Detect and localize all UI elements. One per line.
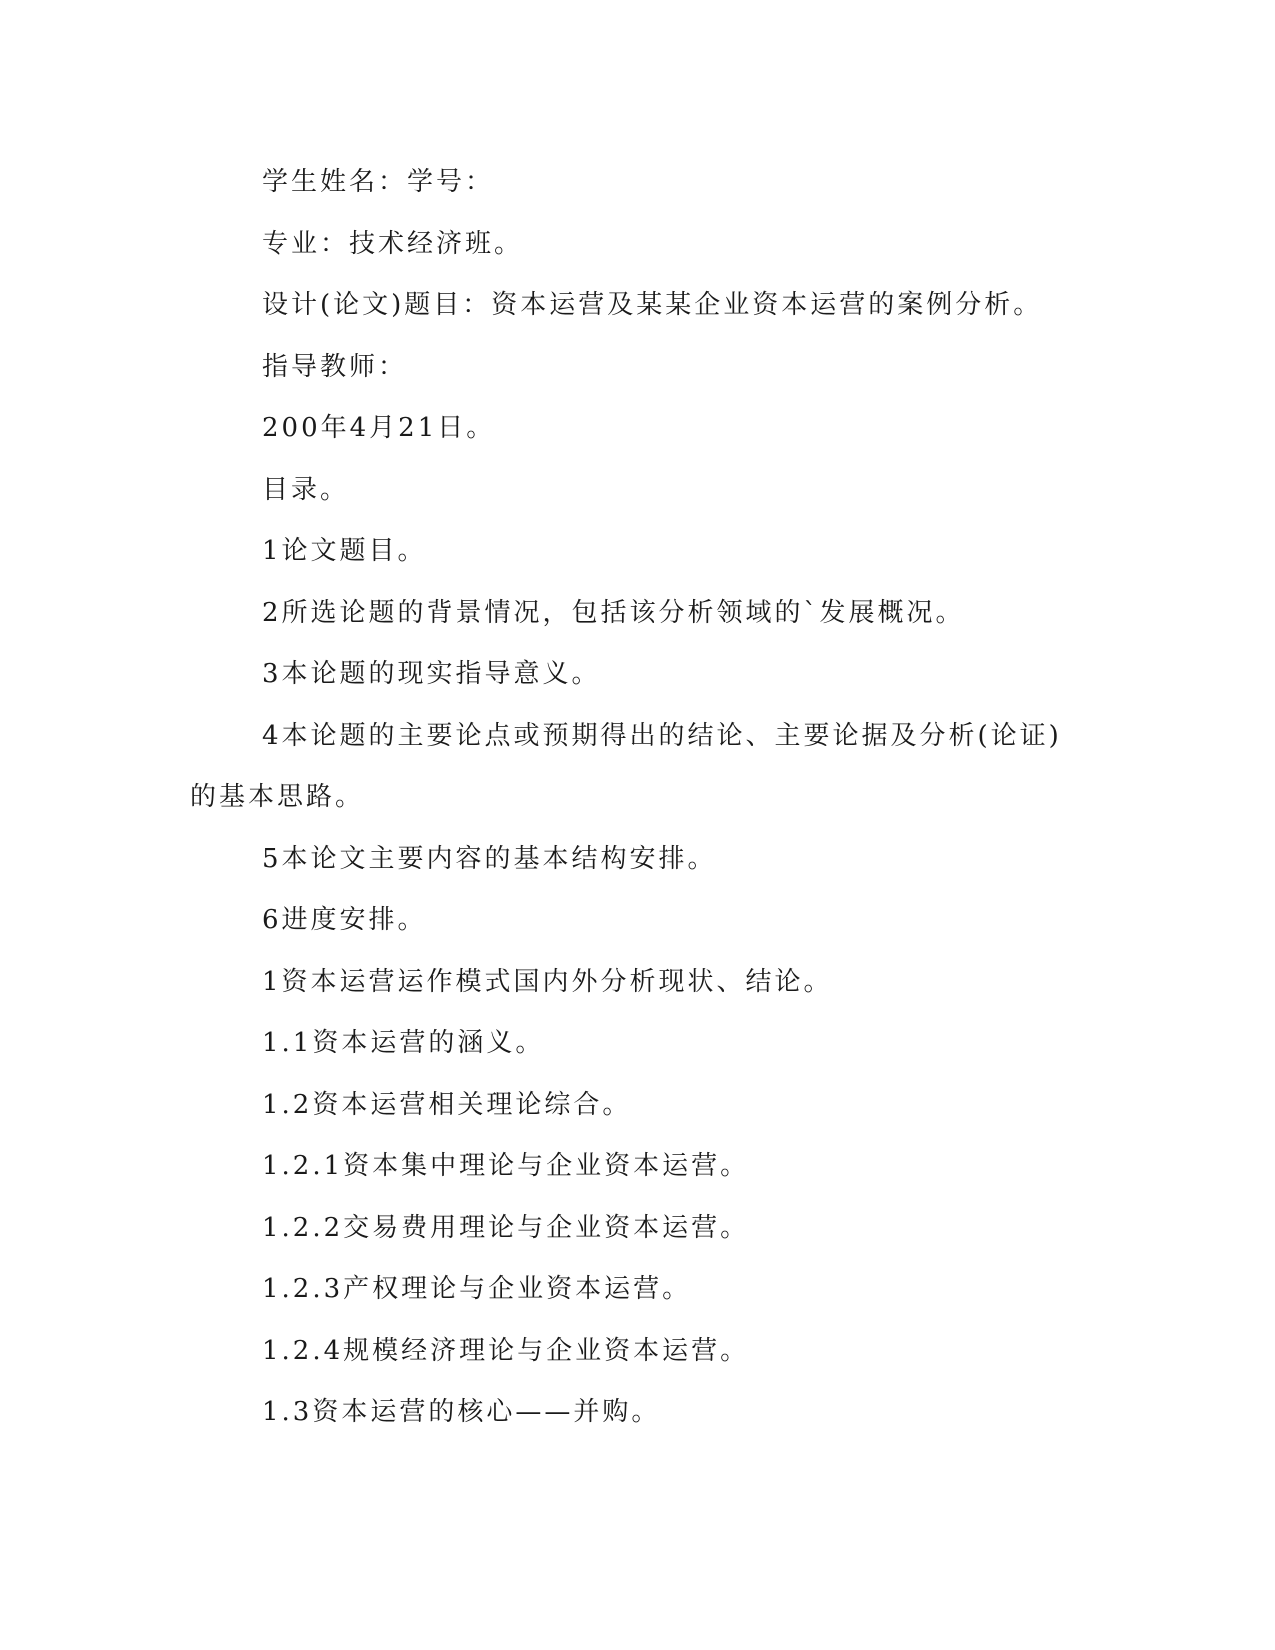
outline-item: 1.1资本运营的涵义。 <box>262 1028 545 1058</box>
document-body <box>190 162 1070 1454</box>
outline-item: 1.2资本运营相关理论综合。 <box>262 1089 632 1120</box>
toc-item-continuation: 的基本思路。 <box>190 782 365 812</box>
thesis-title-line: 设计(论文)题目：资本运营及某某企业资本运营的案例分析。 <box>262 290 1043 320</box>
advisor-line: 指导教师： <box>262 351 408 382</box>
outline-item: 1.3资本运营的核心——并购。 <box>262 1397 661 1427</box>
date-line: 200年4月21日。 <box>262 413 496 443</box>
toc-item: 2所选论题的背景情况，包括该分析领域的`发展概况。 <box>262 597 965 628</box>
major-line: 专业：技术经济班。 <box>262 228 524 259</box>
outline-item: 1.2.2交易费用理论与企业资本运营。 <box>262 1212 750 1243</box>
toc-item: 4本论题的主要论点或预期得出的结论、主要论据及分析(论证) <box>262 720 1062 751</box>
outline-item: 1.2.3产权理论与企业资本运营。 <box>262 1274 692 1304</box>
outline-item: 1资本运营运作模式国内外分析现状、结论。 <box>262 966 833 997</box>
student-info-line: 学生姓名：学号： <box>262 167 495 197</box>
toc-item: 5本论文主要内容的基本结构安排。 <box>262 843 717 874</box>
toc-heading: 目录。 <box>262 474 350 505</box>
toc-item: 3本论题的现实指导意义。 <box>262 659 601 689</box>
outline-item: 1.2.1资本集中理论与企业资本运营。 <box>262 1151 750 1181</box>
toc-item: 1论文题目。 <box>262 536 427 566</box>
outline-item: 1.2.4规模经济理论与企业资本运营。 <box>262 1335 750 1366</box>
toc-item: 6进度安排。 <box>262 905 427 935</box>
